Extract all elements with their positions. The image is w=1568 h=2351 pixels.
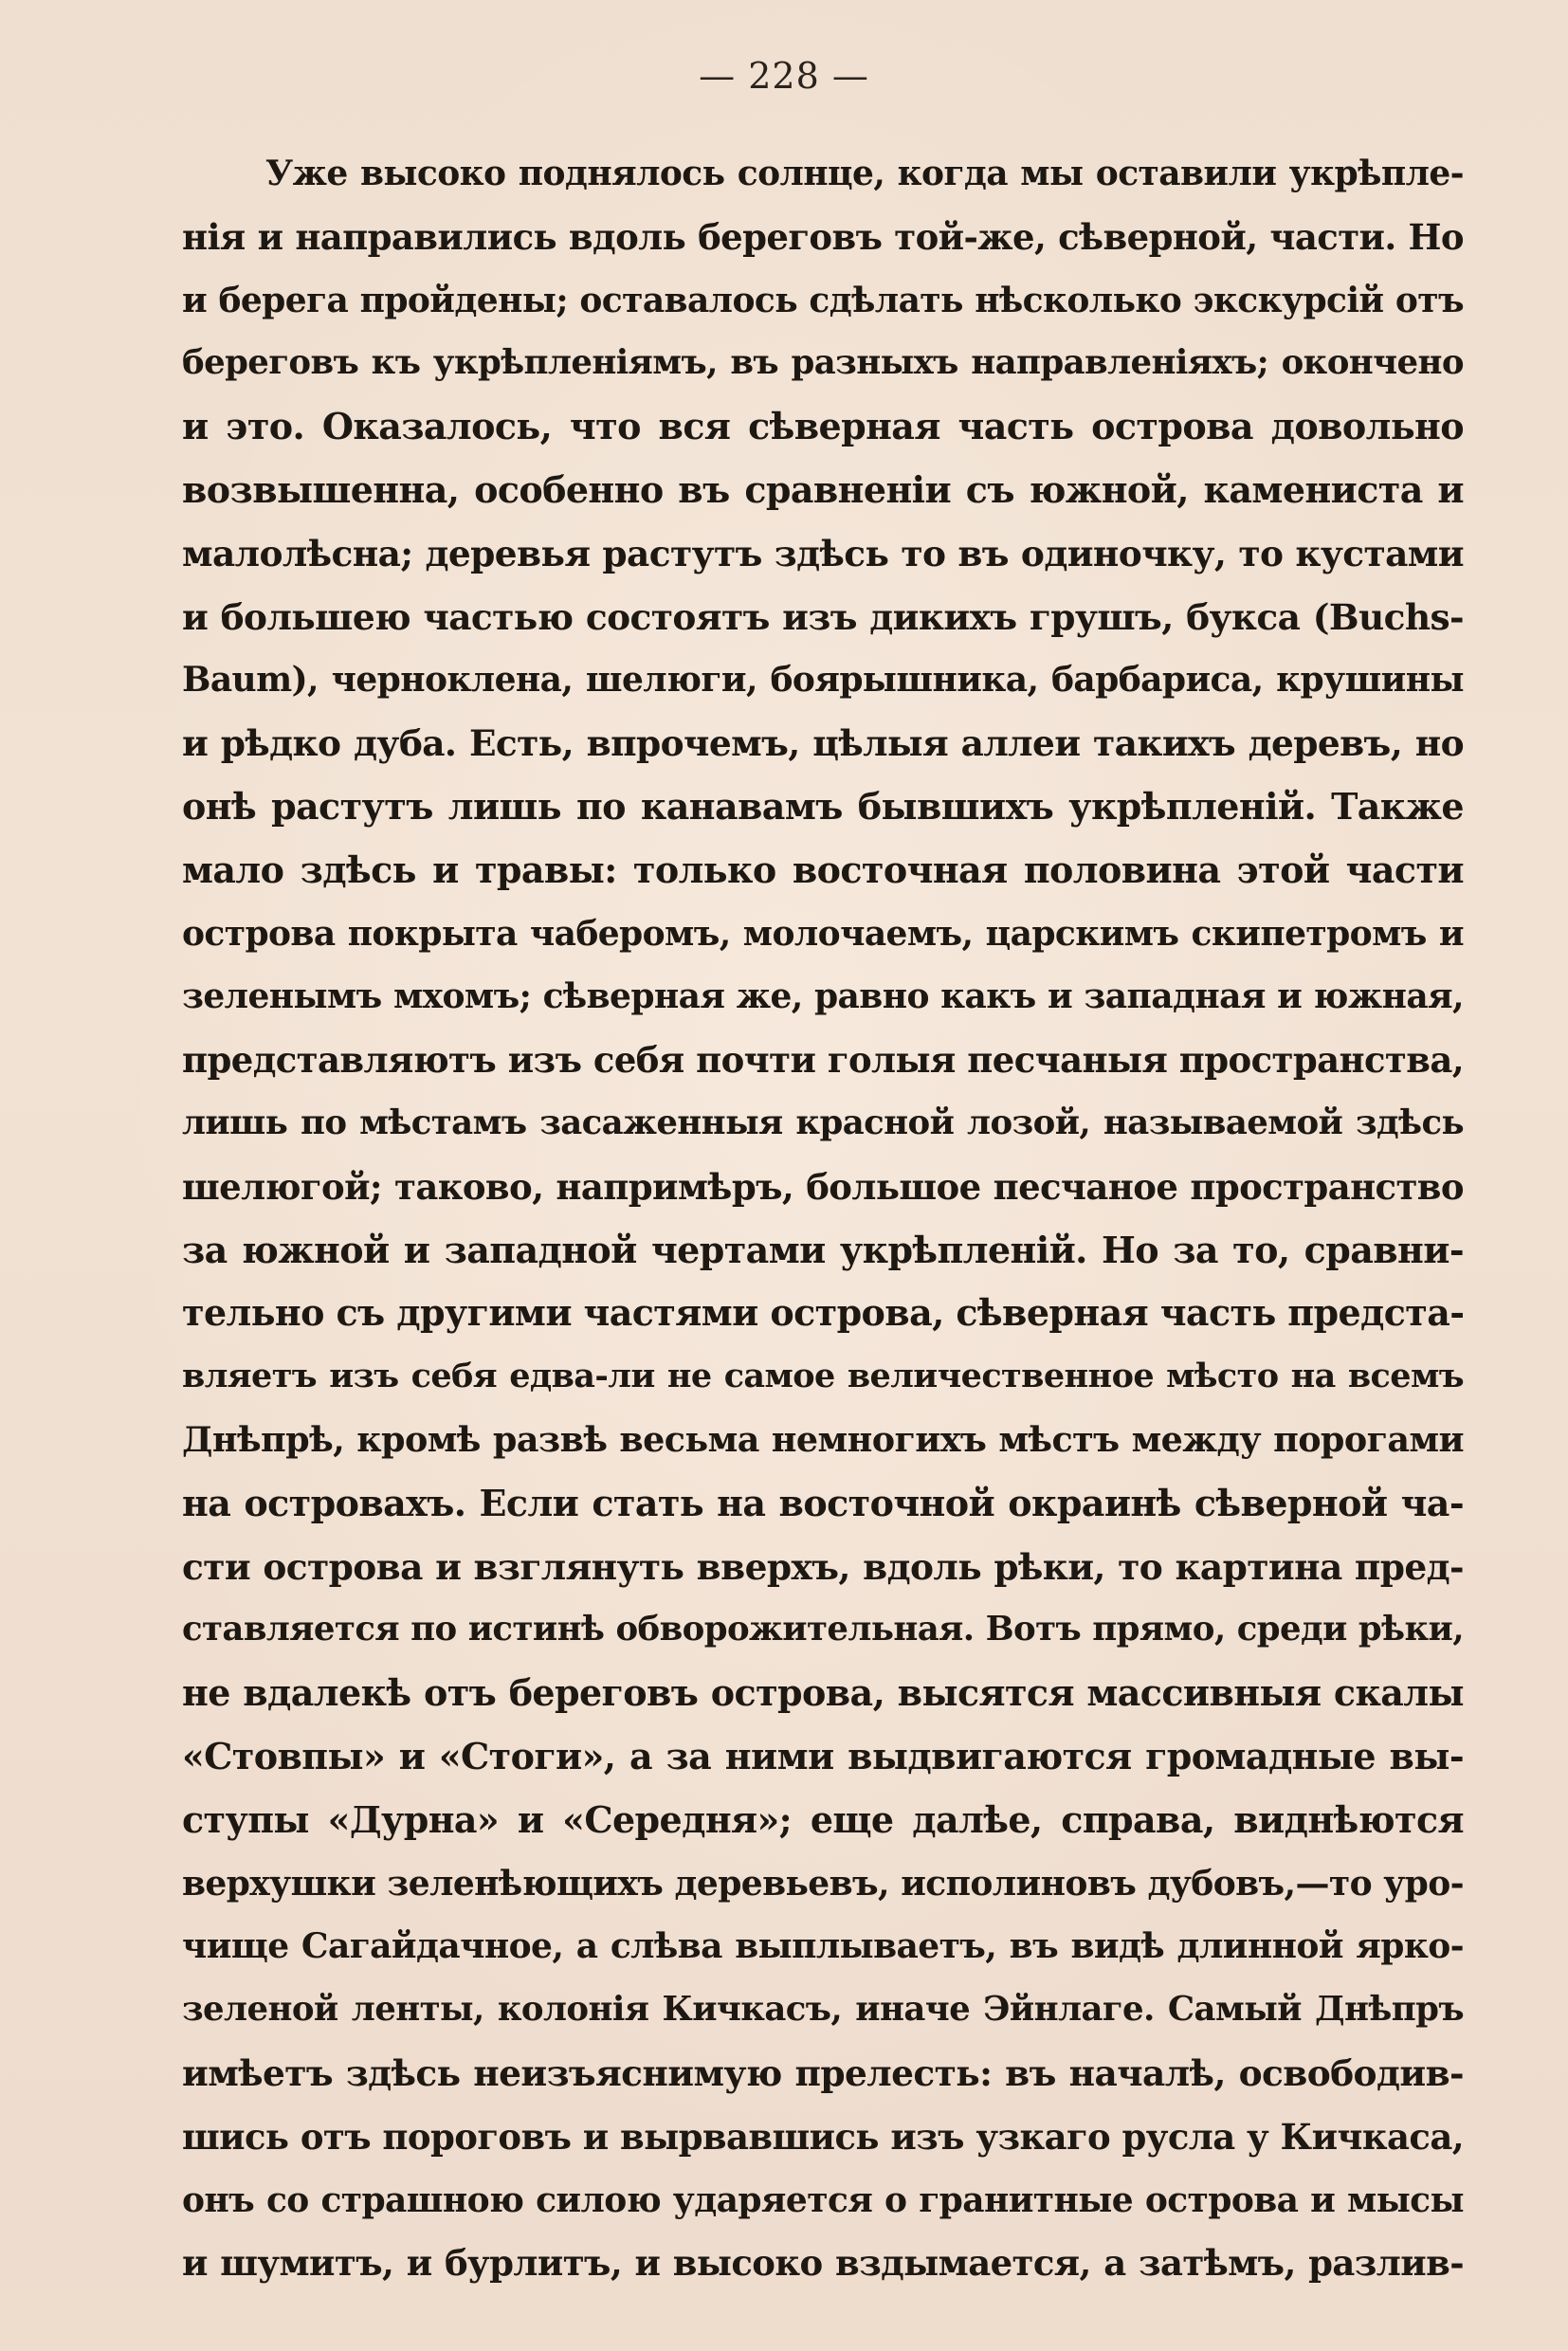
text-line: за южной и западной чертами укрѣпленій. Но за то, сравни- (182, 1228, 1464, 1271)
body-text (182, 142, 1464, 2295)
text-line: онѣ растутъ лишь по канавамъ бывшихъ укрѣпленій. Также (182, 784, 1464, 828)
text-line: имѣетъ здѣсь неизъяснимую прелесть: въ началѣ, освободив- (182, 2051, 1464, 2094)
text-line: береговъ къ укрѣпленіямъ, въ разныхъ направленіяхъ; окончено (182, 343, 1464, 383)
text-line: зеленымъ мхомъ; сѣверная же, равно какъ и западная и южная, (182, 976, 1464, 1017)
text-line: Уже высоко поднялось солнце, когда мы оставили укрѣпле- (265, 154, 1464, 193)
text-line: онъ со страшною силою ударяется о гранитные острова и мысы (182, 2179, 1464, 2220)
text-line: вляетъ изъ себя едва-ли не самое величественное мѣсто на всемъ (182, 1357, 1464, 1396)
text-line: на островахъ. Если стать на восточной окраинѣ сѣверной ча- (182, 1481, 1464, 1524)
text-line: лишь по мѣстамъ засаженныя красной лозой, называемой здѣсь (182, 1103, 1464, 1142)
text-line: нія и направились вдоль береговъ той-же, сѣверной, части. Но (182, 215, 1464, 258)
text-line: верхушки зеленѣющихъ деревьевъ, исполиновъ дубовъ,—то уро- (182, 1863, 1464, 1904)
text-line: не вдалекѣ отъ береговъ острова, высятся массивныя скалы (182, 1671, 1464, 1715)
text-line: и рѣдко дуба. Есть, впрочемъ, цѣлыя аллеи такихъ деревъ, но (182, 722, 1464, 765)
text-line: Baum), черноклена, шелюги, боярышника, барбариса, крушины (182, 660, 1464, 701)
text-line: и это. Оказалось, что вся сѣверная часть острова довольно (182, 405, 1464, 448)
text-line: мало здѣсь и травы: только восточная половина этой части (182, 847, 1464, 891)
text-line: чище Сагайдачное, а слѣва выплываетъ, въ видѣ длинной ярко- (182, 1926, 1464, 1967)
text-line: Днѣпрѣ, кромѣ развѣ весьма немногихъ мѣстъ между порогами (182, 1418, 1464, 1460)
text-line: тельно съ другими частями острова, сѣверная часть предста- (182, 1291, 1464, 1335)
text-line: «Стовпы» и «Стоги», а за ними выдвигаются громадные вы- (182, 1734, 1464, 1777)
text-line: и шумитъ, и бурлитъ, и высоко вздымается, а затѣмъ, разлив- (182, 2242, 1464, 2285)
text-line: ступы «Дурна» и «Середня»; еще далѣе, справа, виднѣются (182, 1797, 1464, 1841)
text-line: возвышенна, особенно въ сравненіи съ южной, камениста и (182, 467, 1464, 511)
text-line: ставляется по истинѣ обворожительная. Вотъ прямо, среди рѣки, (182, 1610, 1464, 1649)
text-line: шелюгой; таково, напримѣръ, большое песчаное пространство (182, 1165, 1464, 1208)
text-line: малолѣсна; деревья растутъ здѣсь то въ одиночку, то кустами (182, 532, 1464, 574)
text-line: острова покрыта чаберомъ, молочаемъ, царскимъ скипетромъ и (182, 913, 1464, 954)
page-number: — 228 — (699, 55, 869, 97)
text-line: шись отъ пороговъ и вырвавшись изъ узкаго русла у Кичкаса, (182, 2115, 1464, 2158)
text-line: сти острова и взглянуть вверхъ, вдоль рѣки, то картина пред- (182, 1545, 1464, 1588)
text-line: и берега пройдены; оставалось сдѣлать нѣсколько экскурсій отъ (182, 280, 1464, 320)
text-line: зеленой ленты, колонія Кичкасъ, иначе Эйнлаге. Самый Днѣпръ (182, 1990, 1464, 2030)
text-line: и большею частью состоятъ изъ дикихъ грушъ, букса (Buchs- (182, 595, 1464, 638)
text-line: представляютъ изъ себя почти голыя песчаныя пространства, (182, 1039, 1464, 1082)
